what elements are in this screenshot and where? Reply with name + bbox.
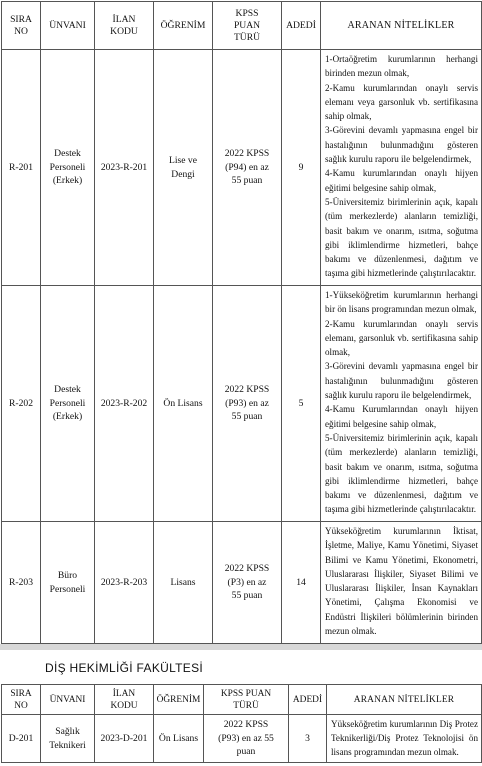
row-count: 3 — [289, 715, 327, 763]
faculty-positions-table — [1, 684, 482, 763]
header-title: ÜNVANI — [41, 2, 95, 50]
positions-table — [1, 1, 482, 644]
requirement-item: 2-Kamu kurumlarından onaylı servis elemanı, garsonluk vb. sertifikasına sahip olmak, — [325, 318, 478, 358]
row-no: D-201 — [2, 715, 41, 763]
header-requirements: ARANAN NİTELİKLER — [321, 2, 482, 50]
requirement-item: 5-Üniversitemiz birimlerinin açık, kapalı (tüm merkezlerde) alanların temizliği, basit bakım ve onarım, ısıtma, soğutma gibi iklimlendirme hizmetleri, bahçe bakımı ve düzenlenmesi, dağıtım ve taşıma gibi hizmetlerinde çalıştırılacaktır. — [325, 432, 478, 515]
header-kpss: KPSS PUAN TÜRÜ — [213, 2, 282, 50]
requirement-item: 1-Yükseköğretim kurumlarının herhangi bir ön lisans programından mezun olmak, — [325, 290, 478, 315]
row-requirements — [321, 286, 482, 522]
header-education: ÖĞRENİM — [154, 2, 213, 50]
page-break — [0, 644, 482, 650]
table-row — [2, 50, 482, 286]
row-kpss: 2022 KPSS (P3) en az 55 puan — [213, 522, 282, 644]
requirement-item: 3-Görevini devamlı yapmasına engel bir hastalığının bulunmadığını gösteren sağlık kurulu raporu ile belgelendirmek, — [325, 361, 478, 401]
table-row — [2, 715, 482, 763]
header-count: ADEDİ — [282, 2, 321, 50]
row-count: 9 — [282, 50, 321, 286]
row-title: Destek Personeli (Erkek) — [41, 286, 95, 522]
requirement-item: 4-Kamu kurumlarından onaylı hijyen eğitimi belgesine sahip olmak, — [325, 168, 478, 193]
table-row — [2, 286, 482, 522]
table-header-row — [2, 685, 482, 715]
requirement-item: Yükseköğretim kurumlarının İktisat, İşletme, Maliye, Kamu Yönetimi, Siyaset Bilimi ve Kamu Yönetimi, Ekonometri, Uluslararası İlişkiler, Siyaset Bilimi ve Uluslararası İlişkiler, İnsan Kaynakları Yönetimi, Çalışma Ekonomisi ve Endüstri İlişkileri bölümlerinin birinden mezun olmak. — [325, 526, 478, 637]
row-kpss: 2022 KPSS (P94) en az 55 puan — [213, 50, 282, 286]
row-code: 2023-D-201 — [95, 715, 154, 763]
header-code: İLAN KODU — [95, 2, 154, 50]
row-count: 5 — [282, 286, 321, 522]
row-code: 2023-R-203 — [95, 522, 154, 644]
requirement-item: 3-Görevini devamlı yapmasına engel bir hastalığının bulunmadığını gösteren sağlık kurulu raporu ile belgelendirmek, — [325, 125, 478, 165]
header-education: ÖĞRENİM — [154, 685, 204, 715]
row-requirements — [327, 715, 482, 763]
table-row — [2, 522, 482, 644]
header-no: SIRA NO — [2, 2, 41, 50]
row-kpss: 2022 KPSS (P93) en az 55 puan — [213, 286, 282, 522]
row-no: R-202 — [2, 286, 41, 522]
row-title: Büro Personeli — [41, 522, 95, 644]
row-education: Lisans — [154, 522, 213, 644]
row-code: 2023-R-202 — [95, 286, 154, 522]
header-count: ADEDİ — [289, 685, 327, 715]
header-code: İLAN KODU — [95, 685, 154, 715]
row-code: 2023-R-201 — [95, 50, 154, 286]
requirement-item: 2-Kamu kurumlarından onaylı servis elemanı veya garsonluk vb. sertifikasına sahip olmak, — [325, 82, 478, 122]
row-title: Destek Personeli (Erkek) — [41, 50, 95, 286]
section-title: DİŞ HEKİMLİĞİ FAKÜLTESİ — [45, 661, 204, 675]
row-count: 14 — [282, 522, 321, 644]
header-title: ÜNVANI — [41, 685, 95, 715]
requirement-item: 4-Kamu Kurumlarından onaylı hijyen eğitimi belgesine sahip olmak, — [325, 404, 478, 429]
requirement-item: 5-Üniversitemiz birimlerinin açık, kapalı (tüm merkezlerde) alanların temizliği, basit bakım ve onarım, ısıtma, soğutma gibi iklimlendirme hizmetleri, bahçe bakımı ve düzenlenmesi, dağıtım ve taşıma gibi hizmetlerinde çalıştırılacaktır. — [325, 196, 478, 279]
row-no: R-203 — [2, 522, 41, 644]
row-kpss: 2022 KPSS (P93) en az 55 puan — [204, 715, 289, 763]
requirement-item: 1-Ortaöğretim kurumlarının herhangi birinden mezun olmak, — [325, 54, 478, 79]
header-kpss: KPSS PUAN TÜRÜ — [204, 685, 289, 715]
table-header-row — [2, 2, 482, 50]
row-no: R-201 — [2, 50, 41, 286]
header-no: SIRA NO — [2, 685, 41, 715]
row-title: Sağlık Teknikeri — [41, 715, 95, 763]
row-education: Ön Lisans — [154, 286, 213, 522]
row-education: Lise ve Dengi — [154, 50, 213, 286]
row-education: Ön Lisans — [154, 715, 204, 763]
header-requirements: ARANAN NİTELİKLER — [327, 685, 482, 715]
row-requirements — [321, 522, 482, 644]
row-requirements — [321, 50, 482, 286]
requirement-item: Yükseköğretim kurumlarının Diş Protez Teknikerliği/Diş Protez Teknolojisi ön lisans programından mezun olmak. — [331, 719, 478, 757]
